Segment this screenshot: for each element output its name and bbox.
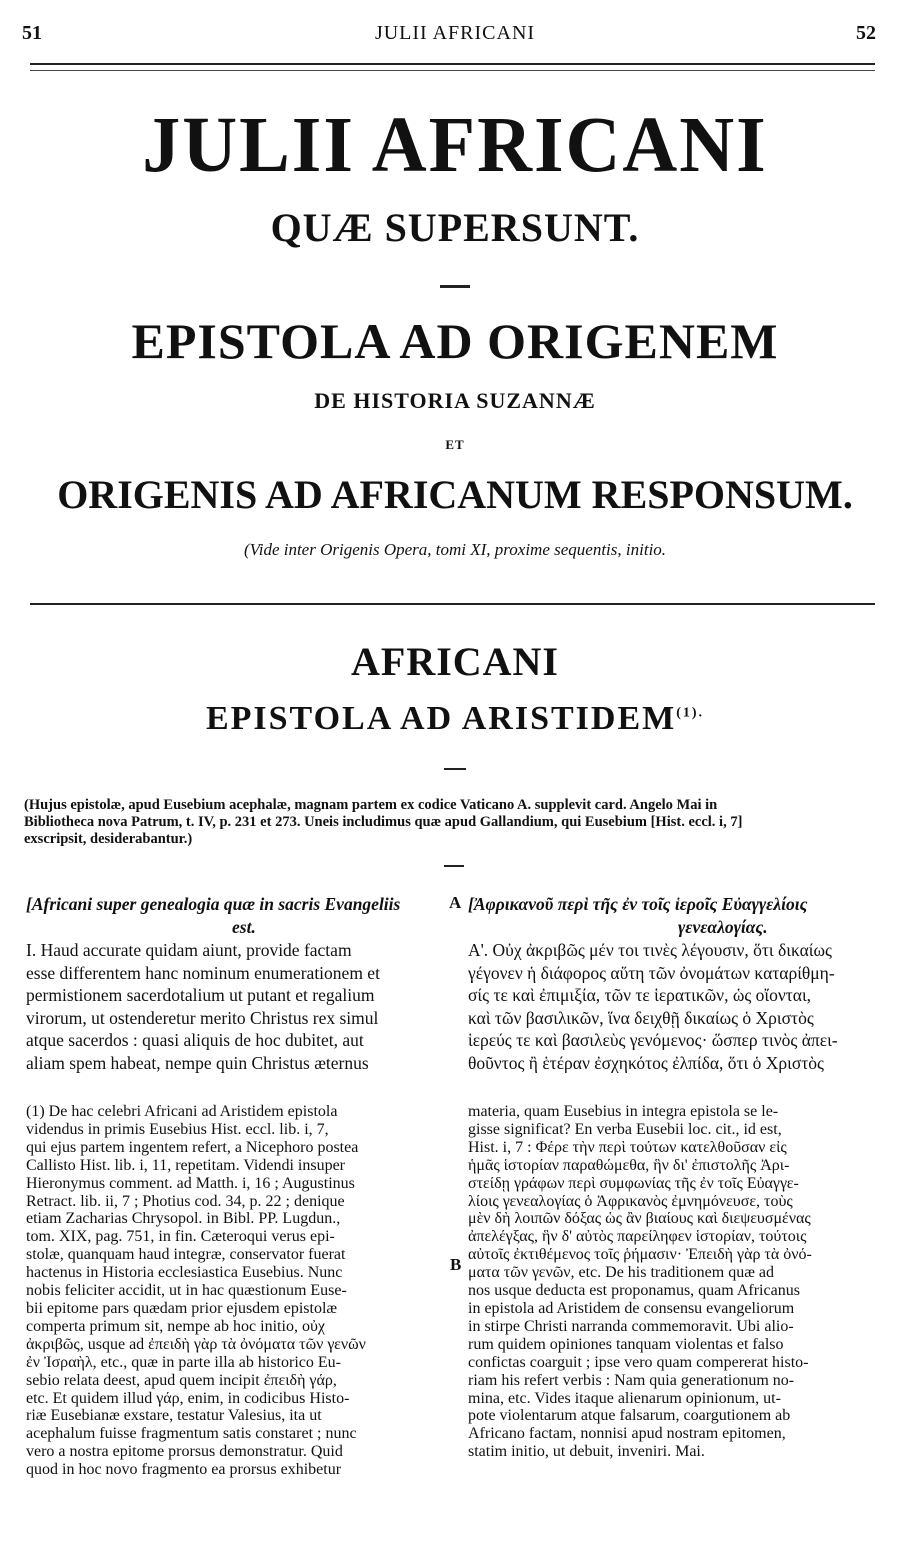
note-line: vero a nostra epitome prorsus demonstratur. Quid xyxy=(26,1443,343,1461)
right-footnote xyxy=(468,1103,888,1461)
right-body xyxy=(468,939,888,1075)
note-line: bii epitome pars quædam prior ejusdem epistolæ xyxy=(26,1299,338,1317)
de-historia-title: DE HISTORIA SUZANNÆ xyxy=(314,388,596,413)
note-line: statim initio, ut debuit, inveniri. Mai. xyxy=(468,1443,705,1461)
top-rule-thin xyxy=(30,70,875,71)
note-line: mina, etc. Vides itaque alienarum opinionum, ut- xyxy=(468,1389,781,1407)
note-line: materia, quam Eusebius in integra epistola se le- xyxy=(468,1103,779,1120)
note-line: αὐτοῖς ἐκτιθέμενος τοῖς ῥήμασιν· Ἐπειδὴ γὰρ τὰ ὀνό- xyxy=(468,1246,812,1264)
note-line: pote violentarum atque falsarum, coargutionem ab xyxy=(468,1407,791,1425)
note-line: etiam Zacharias Chrysopol. in Bibl. PP. Lugdun., xyxy=(26,1210,341,1228)
note-line: λίοις γενεαλογίας ὁ Ἀφρικανὸς ἐμνημόνευσε, τοὺς xyxy=(468,1192,793,1210)
left-body xyxy=(26,939,444,1075)
epistola-title: EPISTOLA AD ORIGENEM xyxy=(131,313,779,369)
note-line: acephalum fuisse fragmentum satis constaret ; nunc xyxy=(26,1425,357,1443)
section-rule xyxy=(30,603,875,605)
note-line: ματα τῶν γενῶν, etc. De his traditionem quæ ad xyxy=(468,1264,774,1282)
responsum-title: ORIGENIS AD AFRICANUM RESPONSUM. xyxy=(57,472,853,517)
caption-line: γενεαλογίας. xyxy=(678,916,768,937)
note-line: sebio relata deest, apud quem incipit ἐπειδὴ γάρ, xyxy=(26,1371,337,1389)
left-caption xyxy=(26,893,444,938)
note-line: nobis feliciter accidit, ut in hac quæstionum Euse- xyxy=(26,1282,347,1300)
note-line: Hieronymus comment. ad Matth. i, 16 ; Augustinus xyxy=(26,1174,355,1192)
margin-letter-a: A xyxy=(449,893,462,912)
note-line: Callisto Hist. lib. i, 11, repetitam. Videndi insuper xyxy=(26,1156,346,1174)
note-line: etc. Et quidem illud γάρ, enim, in codicibus Histo- xyxy=(26,1389,350,1407)
body-line: ἱερεύς τε καὶ βασιλεὺς γενόμενος· ὥσπερ τινὸς ἀπει- xyxy=(468,1030,838,1051)
note-line: ἀπελέγξας, ἣν δ' αὐτὸς παρείληφεν ἱστορίαν, τούτοις xyxy=(468,1228,807,1246)
note-line: ἀκριβῶς, usque ad ἐπειδὴ γὰρ τὰ ὀνόματα τῶν γενῶν xyxy=(26,1335,366,1353)
intro-line: exscripsit, desiderabantur.) xyxy=(24,831,193,847)
body-line: aliam spem habeat, nempe quin Christus æternus xyxy=(26,1052,369,1073)
note-line: confictas coarguit ; ipse vero quam compererat histo- xyxy=(468,1353,809,1371)
section-subtitle-text: EPISTOLA AD ARISTIDEM xyxy=(205,700,677,737)
note-line: gisse significat? En verba Eusebii loc. cit., id est, xyxy=(468,1120,782,1138)
body-line: atque sacerdos : quasi aliquis de hoc dubitet, aut xyxy=(26,1030,364,1051)
caption-line: [Ἀφρικανοῦ περὶ τῆς ἐν τοῖς ἱεροῖς Εὐαγγελίοις xyxy=(468,894,808,914)
margin-letter-b: B xyxy=(450,1255,462,1274)
note-line: Africano factam, nonnisi apud nostram epitomen, xyxy=(468,1425,786,1443)
note-line: ἐν Ἰσραὴλ, etc., quæ in parte illa ab historico Eu- xyxy=(26,1353,341,1371)
note-line: Hist. i, 7 : Φέρε τὴν περὶ τούτων κατελθοῦσαν εἰς xyxy=(468,1138,787,1156)
note-line: στείδῃ γράφων περὶ συμφωνίας τῆς ἐν τοῖς Εὐαγγε- xyxy=(468,1174,799,1192)
body-line: I. Haud accurate quidam aiunt, provide factam xyxy=(26,940,352,960)
body-line: σίς τε καὶ ἐπιμιξία, τῶν τε ἱερατικῶν, ὡς οἴονται, xyxy=(468,985,812,1006)
body-line: permistionem sacerdotalium ut putant et regalium xyxy=(26,985,375,1006)
body-line: καὶ τῶν βασιλικῶν, ἵνα δειχθῇ δικαίως ὁ Χριστὸς xyxy=(468,1007,814,1028)
top-rule xyxy=(30,63,875,65)
note-line: tom. XIX, pag. 751, in fin. Cæteroqui verus epi- xyxy=(26,1228,335,1246)
left-page-number: 51 xyxy=(22,22,42,44)
main-title: JULII AFRICANI xyxy=(142,100,768,190)
intro-line: Bibliotheca nova Patrum, t. IV, p. 231 et 273. Uneis includimus quæ apud Gallandium, qui Eusebium [Hist. eccl. i, 7] xyxy=(24,814,743,830)
note-line: in stirpe Christi narranda commemoravit. Ubi alio- xyxy=(468,1317,794,1335)
intro-dash xyxy=(444,865,464,867)
title-dash xyxy=(440,285,470,288)
et-label: ET xyxy=(445,437,465,452)
right-caption xyxy=(468,893,888,938)
vide-note: (Vide inter Origenis Opera, tomi XI, proxime sequentis, initio. xyxy=(243,540,667,559)
caption-line: est. xyxy=(232,916,256,937)
note-line: (1) De hac celebri Africani ad Aristidem epistola xyxy=(26,1103,338,1120)
note-line: qui ejus partem ingentem refert, a Nicephoro postea xyxy=(26,1138,359,1156)
intro-line: (Hujus epistolæ, apud Eusebium acephalæ, magnam partem ex codice Vaticano A. supplevit card. Angelo Mai in xyxy=(24,797,718,813)
note-line: in epistola ad Aristidem de consensu evangeliorum xyxy=(468,1299,795,1317)
note-line: ἡμᾶς ἱστορίαν παραθώμεθα, ἣν δι' ἐπιστολῆς Ἀρι- xyxy=(468,1156,790,1174)
body-line: γέγονεν ἡ διάφορος αὕτη τῶν ὀνομάτων καταρίθμη- xyxy=(468,962,835,983)
note-line: riæ Eusebianæ exstare, testatur Valesius, ita ut xyxy=(26,1407,322,1425)
subtitle: QUÆ SUPERSUNT. xyxy=(270,205,640,250)
section-subtitle xyxy=(0,700,910,738)
note-line: riam his refert verbis : Nam quia generationum no- xyxy=(468,1371,795,1389)
note-line: Retract. lib. ii, 7 ; Photius cod. 34, p. 22 ; denique xyxy=(26,1192,345,1210)
note-line: stolæ, quanquam haud integræ, conservator fuerat xyxy=(26,1246,346,1264)
note-line: videndus in primis Eusebius Hist. eccl. lib. i, 7, xyxy=(26,1120,329,1138)
note-line: rum quidem opiniones tanquam violentas et falso xyxy=(468,1335,784,1353)
note-line: comperta primum sit, nempe ab hoc initio, οὐχ xyxy=(26,1317,325,1335)
running-head xyxy=(0,22,910,46)
intro-note xyxy=(24,797,892,848)
body-line: esse differentem hanc nominum enumerationem et xyxy=(26,962,380,983)
section-title: AFRICANI xyxy=(351,639,559,684)
caption-line: [Africani super genealogia quæ in sacris Evangeliis xyxy=(26,894,401,914)
right-page-number: 52 xyxy=(856,22,876,44)
note-line: nos usque deducta est proponamus, quam Africanus xyxy=(468,1282,800,1300)
section-dash xyxy=(444,768,466,770)
note-line: μὲν δὴ λοιπῶν δόξας ὡς ἂν βιαίους καὶ διεψευσμένας xyxy=(468,1210,811,1228)
running-title: JULII AFRICANI xyxy=(374,22,536,44)
left-footnote xyxy=(26,1103,444,1479)
body-line: virorum, ut ostenderetur merito Christus rex simul xyxy=(26,1007,379,1028)
footnote-marker: (1). xyxy=(676,705,705,721)
body-line: Α'. Οὐχ ἀκριβῶς μέν τοι τινὲς λέγουσιν, ὅτι δικαίως xyxy=(468,940,832,960)
note-line: hactenus in Historia ecclesiastica Eusebius. Nunc xyxy=(26,1264,343,1282)
note-line: quod in hoc novo fragmento ea prorsus exhibetur xyxy=(26,1461,342,1479)
body-line: θοῦντος ἢ ἑτέραν ἐσχηκότος ἐλπίδα, ὅτι ὁ Χριστὸς xyxy=(468,1052,824,1073)
